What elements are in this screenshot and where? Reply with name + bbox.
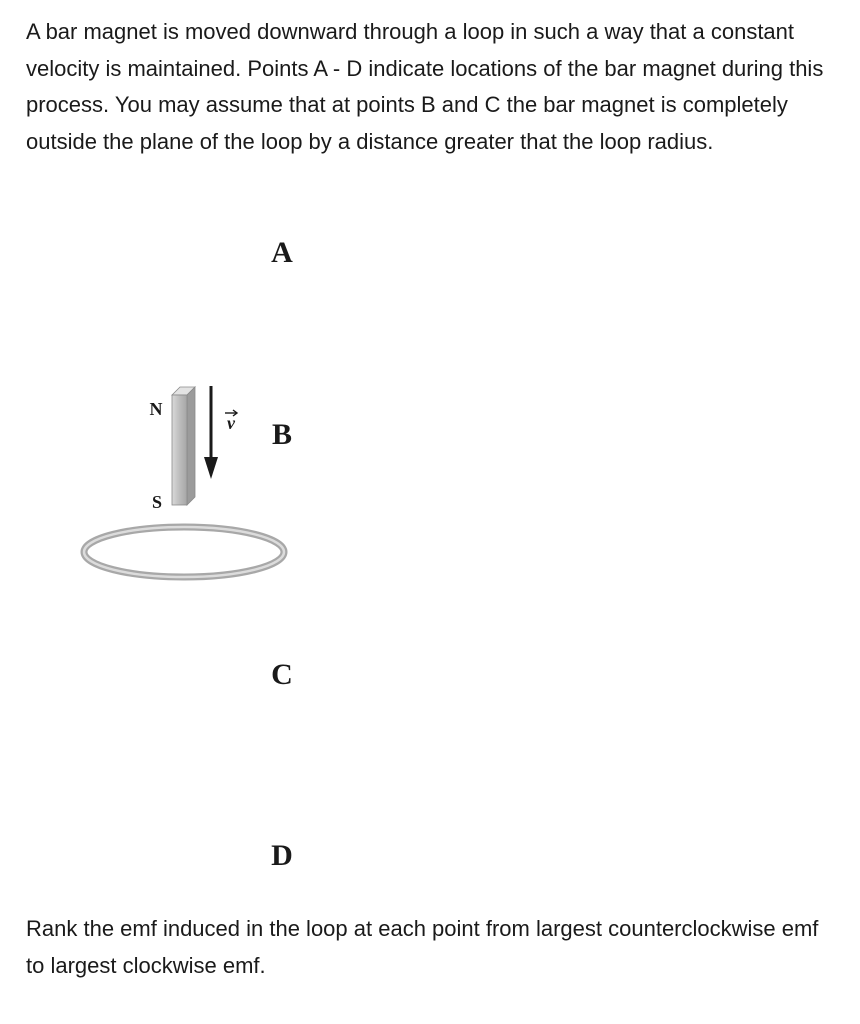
- point-c-label: C: [271, 658, 293, 691]
- magnet-side-face: [187, 387, 195, 505]
- magnet-front-face: [172, 395, 187, 505]
- problem-statement: A bar magnet is moved downward through a loop in such a way that a constant velocity is maintained. Points A - D indicate locations of the bar magnet during this process. You may assume that at points B and C the bar magnet is completely outside the plane of the loop by a distance greater that the loop radius.: [26, 19, 824, 154]
- south-pole-label: S: [151, 492, 163, 512]
- ranking-question: Rank the emf induced in the loop at each point from largest counterclockwise emf to largest clockwise emf.: [26, 916, 819, 978]
- point-a-label: A: [271, 236, 293, 269]
- north-pole-label: N: [149, 399, 163, 419]
- wire-loop: [84, 527, 284, 577]
- point-d-label: D: [271, 839, 293, 872]
- velocity-symbol: v: [227, 413, 235, 433]
- velocity-arrow: [204, 386, 218, 479]
- bar-magnet: [172, 387, 195, 505]
- point-b-label: B: [271, 418, 293, 451]
